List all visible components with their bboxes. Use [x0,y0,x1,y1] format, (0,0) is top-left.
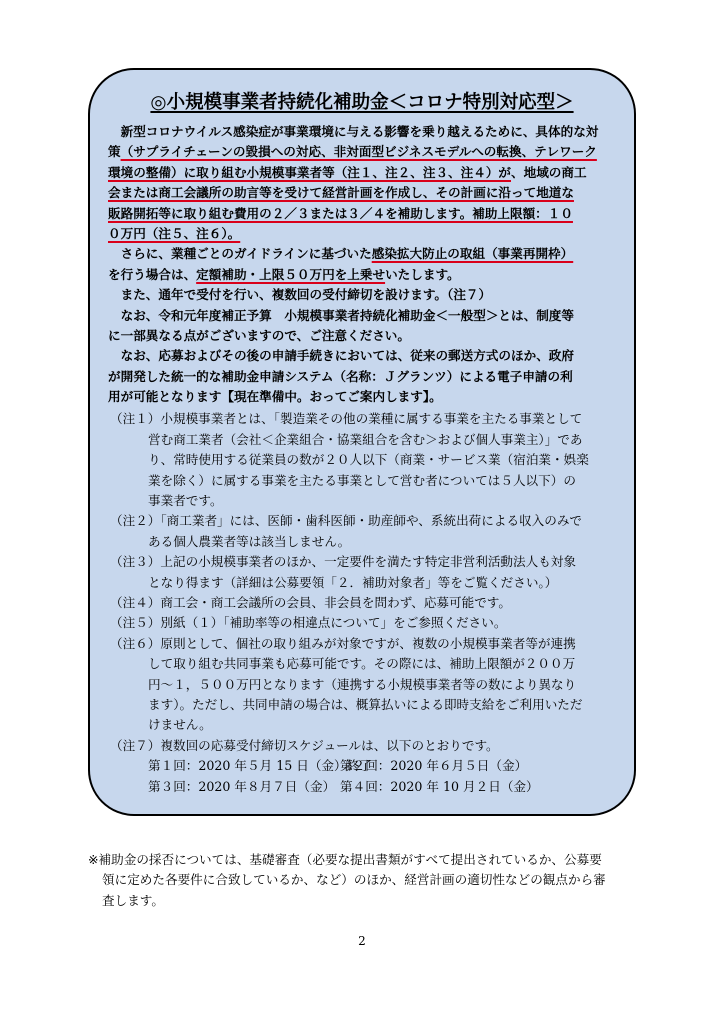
panel-title: ◎小規模事業者持続化補助金＜コロナ特別対応型＞ [150,92,574,113]
body-line [108,204,616,224]
body-line [108,183,616,203]
body-line: なお、応募およびその後の申請手続きにおいては、従来の郵送方式のほか、政府 [120,348,574,364]
red-underline-text: 定額補助・上限５０万円を上乗せ [196,266,386,282]
red-underline-text: （サプライチェーンの毀損への対応、非対面型ビジネスモデルへの転換、テレワーク [120,144,597,160]
body-line: 策（サプライチェーンの毀損への対応、非対面型ビジネスモデルへの転換、テレワーク [108,144,597,160]
body-line: さらに、業種ごとのガイドラインに基づいた感染拡大防止の取組（事業再開枠） [120,246,574,262]
note-5: （注５）別紙（１）「補助率等の相違点について」をご参照ください。 [110,615,507,631]
note-3: （注３）上記の小規模事業者のほか、一定要件を満たす特定非営利活動法人も対象 となり得ます（詳細は公募要領「２．補助対象者」等をご覧ください。） [110,554,576,590]
footnote: ※補助金の採否については、基礎審査（必要な提出書類がすべて提出されているか、公募要 領に定めた各要件に合致しているか、など）のほか、経営計画の適切性などの観点から審 査します。 [88,852,606,908]
body-line [108,224,616,244]
red-underline-text: 販路開拓等に取り組む費用の２／３または３／４を補助します。補助上限額：１０ [108,205,573,221]
body-line: 環境の整備）に取り組む小規模事業者等（注１、注２、注３、注４）が、地域の商工 [108,164,587,180]
body-line: 用が可能となります【現在準備中。おってご案内します】。 [108,389,442,405]
body-line: に一部異なる点がございますので、ご注意ください。 [108,327,410,343]
note-6: （注６）原則として、個社の取り組みが対象ですが、複数の小規模事業者等が連携 して取り組む共同事業も応募可能です。その際には、補助上限額が２００万 円～１，５００万円となります（連携する小規模事業者等の数により異なり ます）。ただし、共同申請の場合は、概算払いによる即時支給をご利用いただ けません。 [110,635,583,733]
note-7: （注７）複数回の応募受付締切スケジュールは、以下のとおりです。 [110,737,499,753]
red-underline-text: 会または商工会議所の助言等を受けて経営計画を作成し、その計画に沿って地道な [108,185,574,201]
note-4: （注４）商工会・商工会議所の会員、非会員を問わず、応募可能です。 [110,594,511,610]
schedule-row [108,777,616,797]
note-1: （注１）小規模事業者とは、「製造業その他の業種に属する事業を主たる事業として 営む商工業者（会社＜企業組合・協業組合を含む＞および個人事業主）」であ り、常時使用する従業員の数が２０人以下（商業・サービス業（宿泊業・娯楽 業を除く）に属する事業を主たる事業として営む者については５人以下）の 事業者です。 [110,411,589,509]
body-line: なお、令和元年度補正予算 小規模事業者持続化補助金＜一般型＞とは、制度等 [120,307,574,323]
schedule-round-4: 第４回：2020 年 10 月２日（金） [340,778,539,794]
schedule-round-2: 第２回：2020 年６月５日（金） [340,758,528,774]
red-underline-text: 環境の整備）に取り組む小規模事業者等（注１、注２、注３、注４）が [108,164,511,180]
page-number: 2 [358,934,366,948]
body-line: 新型コロナウイルス感染症が事業環境に与える影響を乗り越えるために、具体的な対 [120,124,599,139]
schedule-round-1: 第１回：2020 年５月 15 日（金）終了 [148,758,372,774]
highlight-panel [88,68,636,816]
red-underline-text: ０万円（注５、注６）。 [108,225,241,241]
red-underline-text: 感染拡大防止の取組（事業再開枠） [371,246,574,262]
body-line: が開発した統一的な補助金申請システム（名称：Ｊグランツ）による電子申請の利 [108,368,573,384]
notes-list [108,409,616,796]
note-2: （注２）「商工業者」には、医師・歯科医師・助産師や、系統出荷による収入のみで ある個人農業者等は該当しません。 [110,513,583,549]
panel-body [108,122,616,407]
schedule-round-3: 第３回：2020 年８月７日（金） [148,778,336,794]
schedule-row [108,756,616,776]
body-line: また、通年で受付を行い、複数回の受付締切を設けます。（注７） [120,287,492,303]
body-line: を行う場合は、定額補助・上限５０万円を上乗せいたします。 [108,266,460,282]
